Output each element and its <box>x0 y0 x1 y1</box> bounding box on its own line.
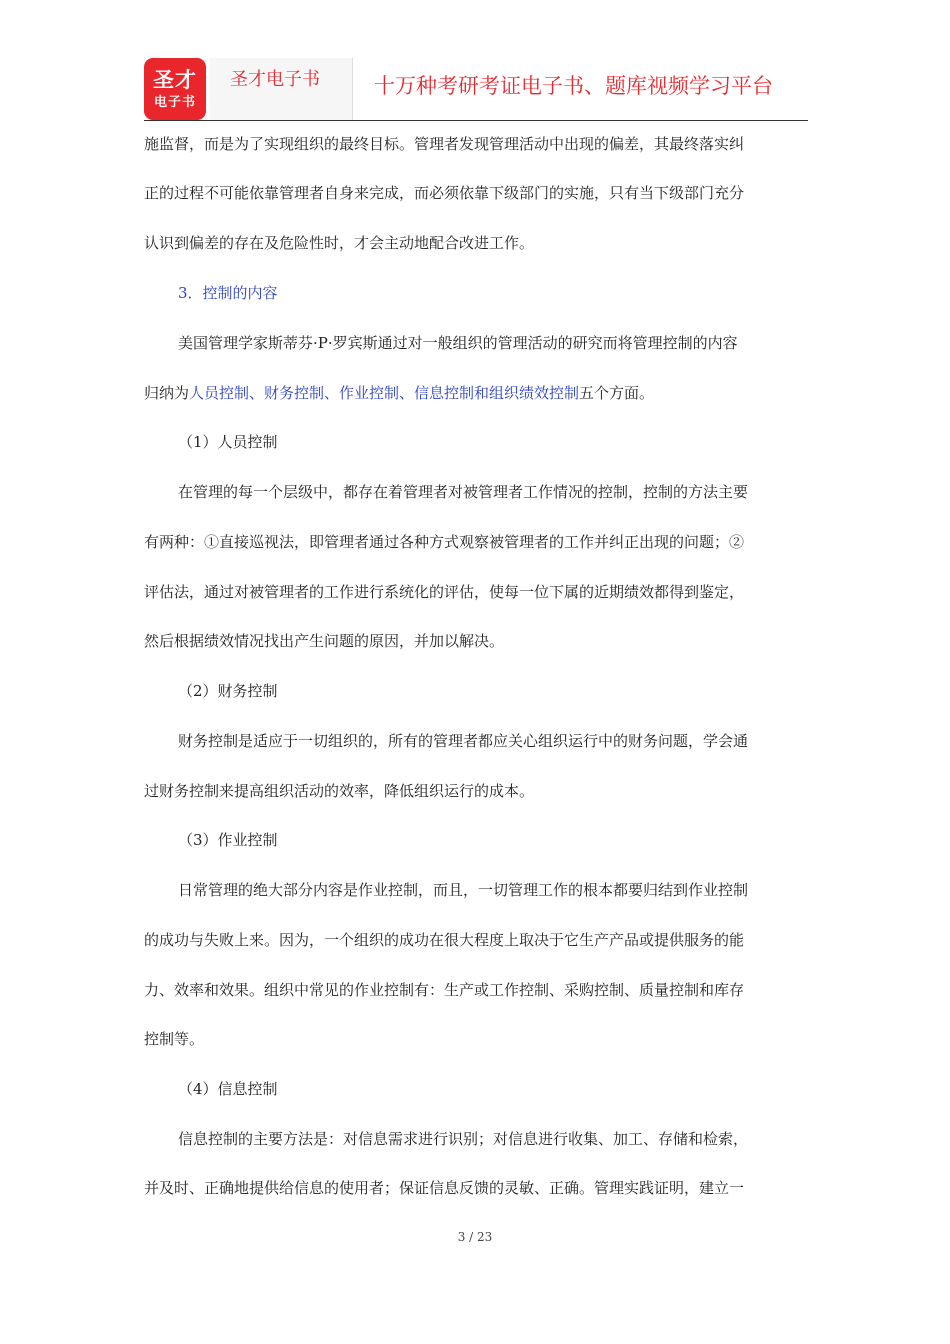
logo-text-top: 圣才 <box>153 67 197 92</box>
paragraph-line: 在管理的每一个层级中，都存在着管理者对被管理者工作情况的控制，控制的方法主要 <box>178 483 749 501</box>
paragraph-line: 然后根据绩效情况找出产生问题的原因，并加以解决。 <box>144 632 505 650</box>
paragraph-line: 有两种：①直接巡视法，即管理者通过各种方式观察被管理者的工作并纠正出现的问题；② <box>144 533 745 551</box>
brand-name: 圣才电子书 <box>230 69 320 90</box>
text-span: 五个方面。 <box>579 384 655 402</box>
shengcai-logo <box>144 58 206 120</box>
text-span: 归纳为 <box>144 384 190 402</box>
page-header <box>144 58 808 120</box>
header-divider <box>144 120 808 121</box>
header-slogan: 十万种考研考证电子书、题库视频学习平台 <box>374 74 773 98</box>
paragraph-line: 正的过程不可能依靠管理者自身来完成，而必须依靠下级部门的实施，只有当下级部门充分 <box>144 184 745 202</box>
paragraph-line: 评估法，通过对被管理者的工作进行系统化的评估，使每一位下属的近期绩效都得到鉴定， <box>144 583 745 601</box>
paragraph-line: 的成功与失败上来。因为，一个组织的成功在很大程度上取决于它生产产品或提供服务的能 <box>144 931 745 949</box>
paragraph-line: 财务控制是适应于一切组织的，所有的管理者都应关心组织运行中的财务问题，学会通 <box>178 732 749 750</box>
highlighted-text: 人员控制、财务控制、作业控制、信息控制和组织绩效控制 <box>189 384 580 402</box>
paragraph-line: 美国管理学家斯蒂芬·P·罗宾斯通过对一般组织的管理活动的研究而将管理控制的内容 <box>178 334 738 352</box>
paragraph-line: 施监督，而是为了实现组织的最终目标。管理者发现管理活动中出现的偏差，其最终落实纠 <box>144 135 745 153</box>
section-heading: 3．控制的内容 <box>178 284 278 302</box>
subsection-heading: （4）信息控制 <box>178 1080 278 1098</box>
paragraph-line: 力、效率和效果。组织中常见的作业控制有：生产或工作控制、采购控制、质量控制和库存 <box>144 981 745 999</box>
page-number: 3 / 23 <box>457 1230 493 1244</box>
subsection-heading: （1）人员控制 <box>178 433 278 451</box>
paragraph-line <box>144 382 654 404</box>
subsection-heading: （2）财务控制 <box>178 682 278 700</box>
subsection-heading: （3）作业控制 <box>178 831 278 849</box>
paragraph-line: 并及时、正确地提供给信息的使用者；保证信息反馈的灵敏、正确。管理实践证明，建立一 <box>144 1179 745 1197</box>
logo-text-bottom: 电子书 <box>153 94 196 110</box>
paragraph-line: 日常管理的绝大部分内容是作业控制，而且，一切管理工作的根本都要归结到作业控制 <box>178 881 749 899</box>
paragraph-line: 过财务控制来提高组织活动的效率，降低组织运行的成本。 <box>144 782 535 800</box>
paragraph-line: 认识到偏差的存在及危险性时，才会主动地配合改进工作。 <box>144 234 535 252</box>
paragraph-line: 信息控制的主要方法是：对信息需求进行识别；对信息进行收集、加工、存储和检索， <box>178 1130 749 1148</box>
brand-box <box>210 58 353 120</box>
paragraph-line: 控制等。 <box>144 1030 205 1048</box>
